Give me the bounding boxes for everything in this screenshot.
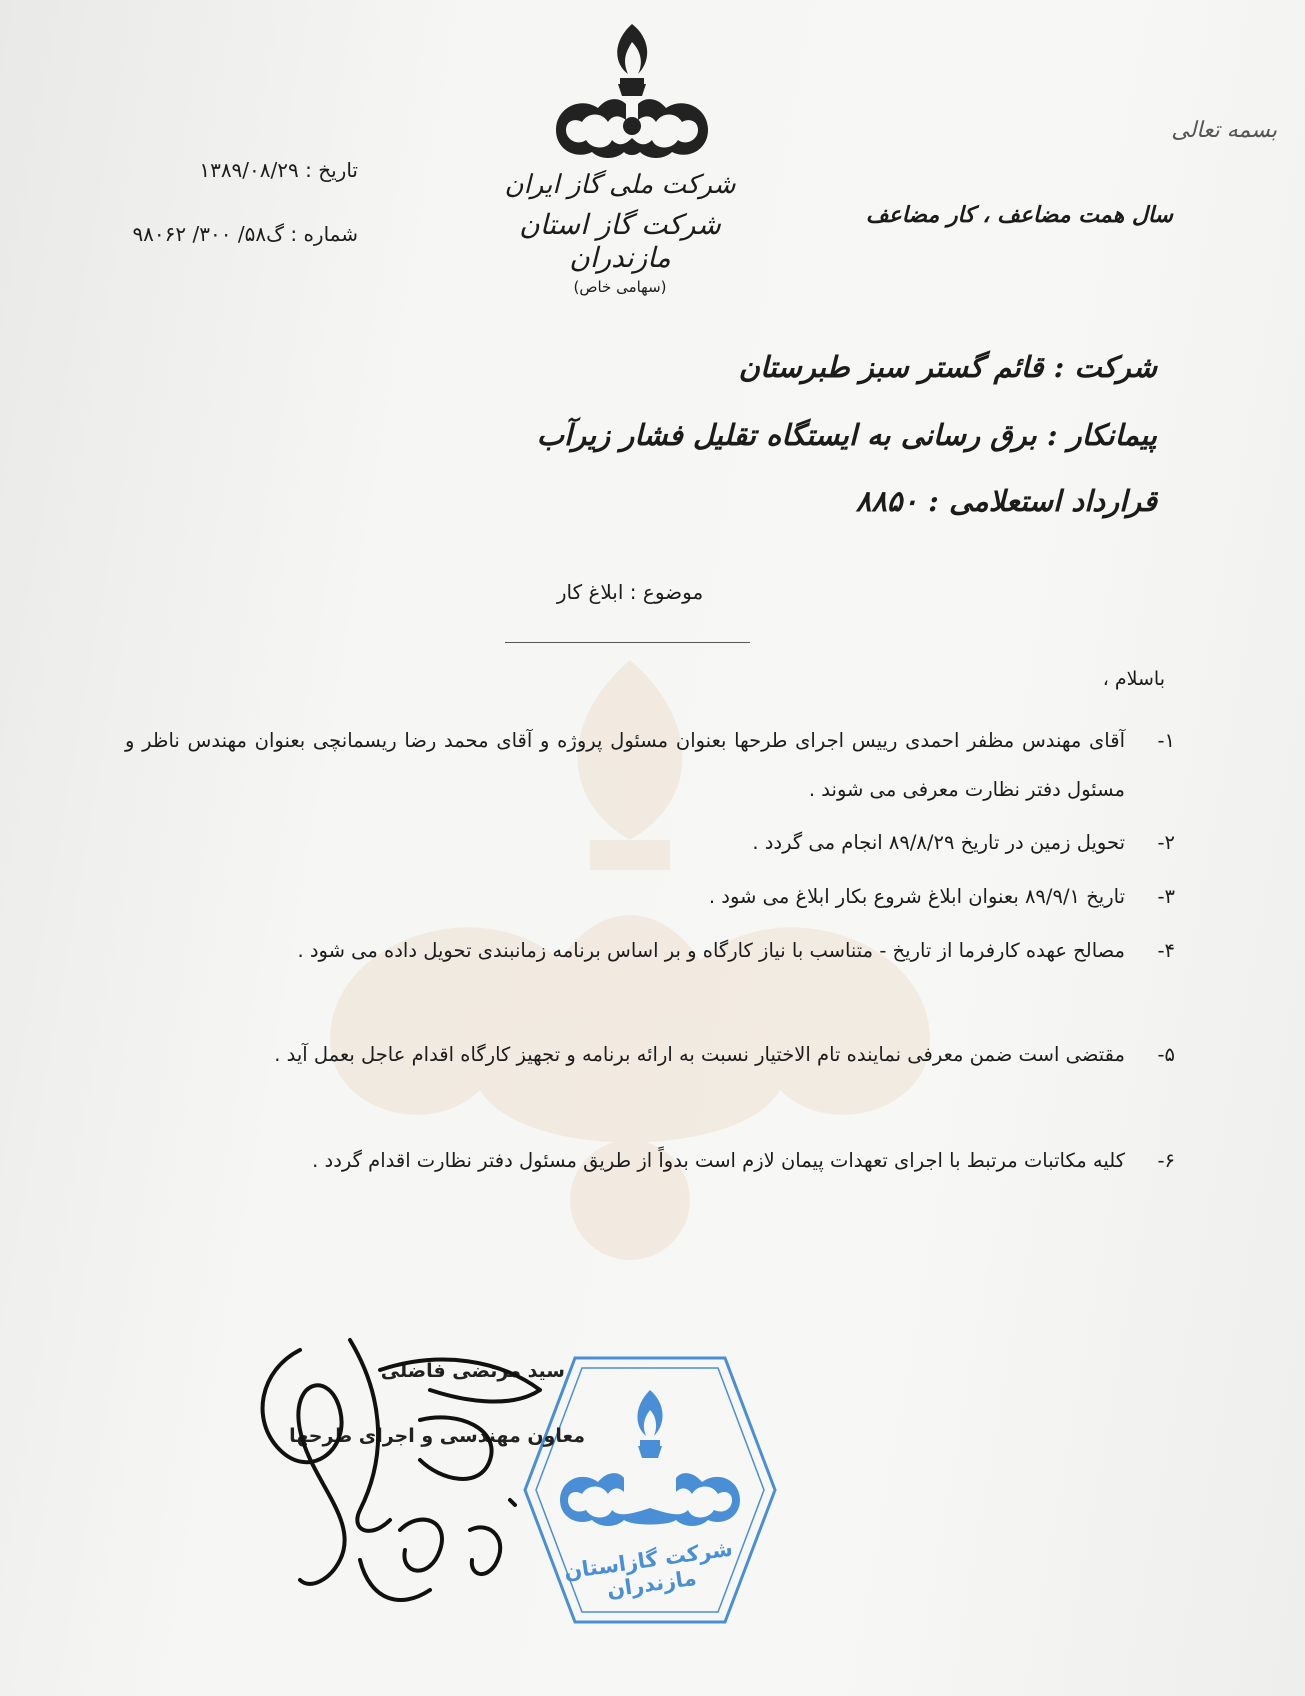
list-item — [125, 1030, 1175, 1079]
recipient-company: شرکت : قائم گستر سبز طبرستان — [738, 350, 1157, 384]
item-text: تحویل زمین در تاریخ ۸۹/۸/۲۹ انجام می گردد . — [752, 831, 1125, 854]
list-item — [125, 872, 1175, 921]
letter-date: تاریخ : ۱۳۸۹/۰۸/۲۹ — [199, 158, 358, 182]
item-text: مقتضی است ضمن معرفی نماینده تام الاختیار نسبت به ارائه برنامه و تجهیز کارگاه اقدام عاجل بعمل آید . — [274, 1043, 1125, 1066]
list-item — [125, 1136, 1175, 1185]
handwritten-signature — [240, 1330, 560, 1620]
company-name-nigc: شرکت ملی گاز ایران — [504, 170, 736, 200]
subject-line: موضوع : ابلاغ کار — [556, 580, 704, 604]
subject-underline — [505, 642, 750, 643]
item-number: ۴- — [1157, 939, 1175, 962]
item-number: ۳- — [1157, 885, 1175, 908]
item-number: ۶- — [1157, 1149, 1175, 1172]
recipient-contract: قرارداد استعلامی : ۸۸۵۰ — [855, 484, 1157, 518]
greeting: باسلام ، — [1102, 668, 1165, 690]
item-text: مصالح عهده کارفرما از تاریخ - متناسب با نیاز کارگاه و بر اساس برنامه زمانبندی تحویل داده می شود . — [297, 939, 1125, 962]
stamp-text: شرکت گازاستان مازندران — [562, 1536, 735, 1603]
signer-name: سید مرتضی فاضلی — [380, 1360, 565, 1382]
company-logo-icon — [552, 22, 712, 162]
item-text: کلیه مکاتبات مرتبط با اجرای تعهدات پیمان لازم است بدواً از طریق مسئول دفتر نظارت اقدام گردد . — [312, 1149, 1125, 1172]
year-slogan: سال همت مضاعف ، کار مضاعف — [865, 202, 1173, 228]
list-item — [125, 818, 1175, 867]
item-text: تاریخ ۸۹/۹/۱ بعنوان ابلاغ شروع بکار ابلاغ می شود . — [708, 885, 1125, 908]
item-number: ۲- — [1157, 831, 1175, 854]
company-type: (سهامی خاص) — [573, 278, 667, 296]
company-name-mazandaran: شرکت گاز استان مازندران — [519, 208, 721, 274]
letter-number: شماره : گ۵۸/ ۳۰۰/ ۹۸۰۶۲ — [132, 222, 358, 246]
list-item — [125, 716, 1175, 814]
item-number: ۱- — [1157, 729, 1175, 752]
signer-title: معاون مهندسی و اجرای طرحها — [289, 1425, 585, 1447]
item-text: آقای مهندس مظفر احمدی رییس اجرای طرحها بعنوان مسئول پروژه و آقای محمد رضا ریسمانچی بعنوان مهندس ناظر و مسئول دفتر نظارت معرفی می شوند . — [125, 729, 1125, 801]
recipient-project: پیمانکار : برق رسانی به ایستگاه تقلیل فشار زیرآب — [536, 418, 1157, 452]
list-item — [125, 926, 1175, 975]
item-number: ۵- — [1157, 1043, 1175, 1066]
basmala: بسمه تعالی — [1171, 118, 1277, 143]
